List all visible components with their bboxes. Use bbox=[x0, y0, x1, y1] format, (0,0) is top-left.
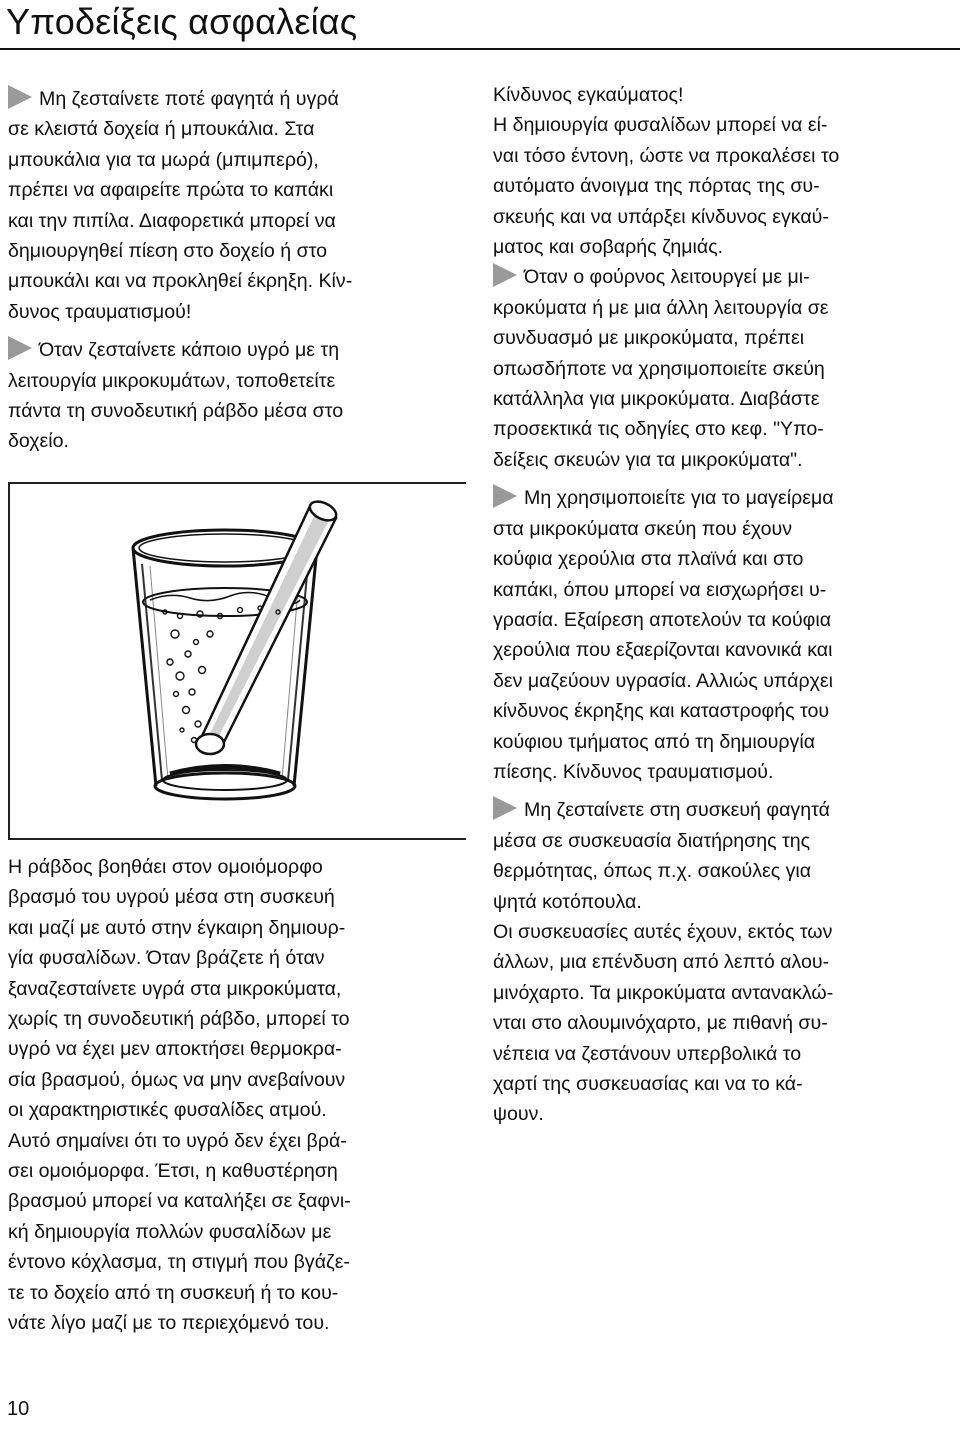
paragraph-boiling-rod: Όταν ζεσταίνετε κάποιο υγρό με τη λειτουργία μικροκυμάτων, τοποθετείτε πάντα τη συνοδευτική ράβδο μέσα στο δοχείο. bbox=[8, 335, 478, 457]
paragraph-burn-danger: Κίνδυνος εγκαύματος! Η δημιουργία φυσαλίδων μπορεί να εί- ναι τόσο έντονη, ώστε να προκαλέσει το αυτόματο άνοιγμα της πόρτας της συ- σκευής και να υπάρξει κίνδυνος εγκαύ- ματος και σοβαρής ζημιάς. bbox=[493, 84, 840, 259]
page-number: 10 bbox=[7, 1398, 30, 1420]
triangle-arrow-icon bbox=[8, 85, 32, 109]
paragraph-rod-explanation: Η ράβδος βοηθάει στον ομοιόμορφο βρασμό του υγρού μέσα στη συσκευή και μαζί με αυτό στην έγκαιρη δημιουρ- γία φυσαλίδων. Όταν βράζετε ή όταν ξαναζεσταίνετε υγρά στα μικροκύματα, χωρίς τη συνοδευτική ράβδο, μπορεί το υγρό να έχει μεν αποκτήσει θερμοκρα- σία βρασμού, όμως να μην ανεβαίνουν οι χαρακτηριστικές φυσαλίδες ατμού. Αυτό σημαίνει ότι το υγρό δεν έχει βρά- σει ομοιόμορφα. Έτσι, η καθυστέρηση βρασμού μπορεί να καταλήξει σε ξαφνι- κή δημιουργία πολλών φυσαλίδων με έντονο κόχλασμα, τη στιγμή που βγάζε- τε το δοχείο από τη συσκευή ή το κου- νάτε λίγο μαζί με το περιεχόμενό του. bbox=[8, 856, 351, 1335]
triangle-arrow-icon bbox=[493, 263, 517, 287]
left-column bbox=[8, 84, 478, 457]
triangle-arrow-icon bbox=[493, 484, 517, 508]
paragraph-suitable-cookware: Όταν ο φούρνος λειτουργεί με μι- κροκύματα ή με μια άλλη λειτουργία σε συνδυασμό με μικροκύματα, πρέπει οπωσδήποτε να χρησιμοποιείτε σκεύη κατάλληλα για μικροκύματα. Διαβάστε προσεκτικά τις οδηγίες στο κεφ. "Υπο- δείξεις σκευών για τα μικροκύματα". bbox=[493, 262, 960, 475]
title-divider bbox=[0, 48, 960, 50]
right-column bbox=[493, 80, 960, 1130]
triangle-arrow-icon bbox=[8, 336, 32, 360]
paragraph-heat-packaging: Μη ζεσταίνετε στη συσκευή φαγητά μέσα σε συσκευασία διατήρησης της θερμότητας, όπως π.χ. σακούλες για ψητά κοτόπουλα. Οι συσκευασίες αυτές έχουν, εκτός των άλλων, μια επένδυση από λεπτό αλου- μινόχαρτο. Τα μικροκύματα αντανακλώ- νται στο αλουμινόχαρτο, με πιθανή συ- νέπεια να ζεστάνουν υπερβολικά το χαρτί της συσκευασίας και να το κά- ψουν. bbox=[493, 795, 960, 1129]
glass-illustration-svg bbox=[10, 484, 468, 842]
glass-with-rod-illustration bbox=[8, 482, 466, 840]
triangle-arrow-icon bbox=[493, 796, 517, 820]
page-title: Υποδείξεις ασφαλείας bbox=[6, 1, 358, 42]
paragraph-hollow-handles: Μη χρησιμοποιείτε για το μαγείρεμα στα μικροκύματα σκεύη που έχουν κούφια χερούλια στα πλαϊνά και στο καπάκι, όπου μπορεί να εισχωρήσει υ- γρασία. Εξαίρεση αποτελούν τα κούφια χερούλια που εξαερίζονται κανονικά και δεν μαζεύουν υγρασία. Αλλιώς υπάρχει κίνδυνος έκρηξης και καταστροφής του κούφιου τμήματος από τη δημιουργία πίεσης. Κίνδυνος τραυματισμού. bbox=[493, 483, 960, 787]
paragraph-closed-containers: Μη ζεσταίνετε ποτέ φαγητά ή υγρά σε κλειστά δοχεία ή μπουκάλια. Στα μπουκάλια για τα μωρά (μπιμπερό), πρέπει να αφαιρείτε πρώτα το καπάκι και την πιπίλα. Διαφορετικά μπορεί να δημιουργηθεί πίεση στο δοχείο ή στο μπουκάλι και να προκληθεί έκρηξη. Κίν- δυνος τραυματισμού! bbox=[8, 84, 478, 327]
